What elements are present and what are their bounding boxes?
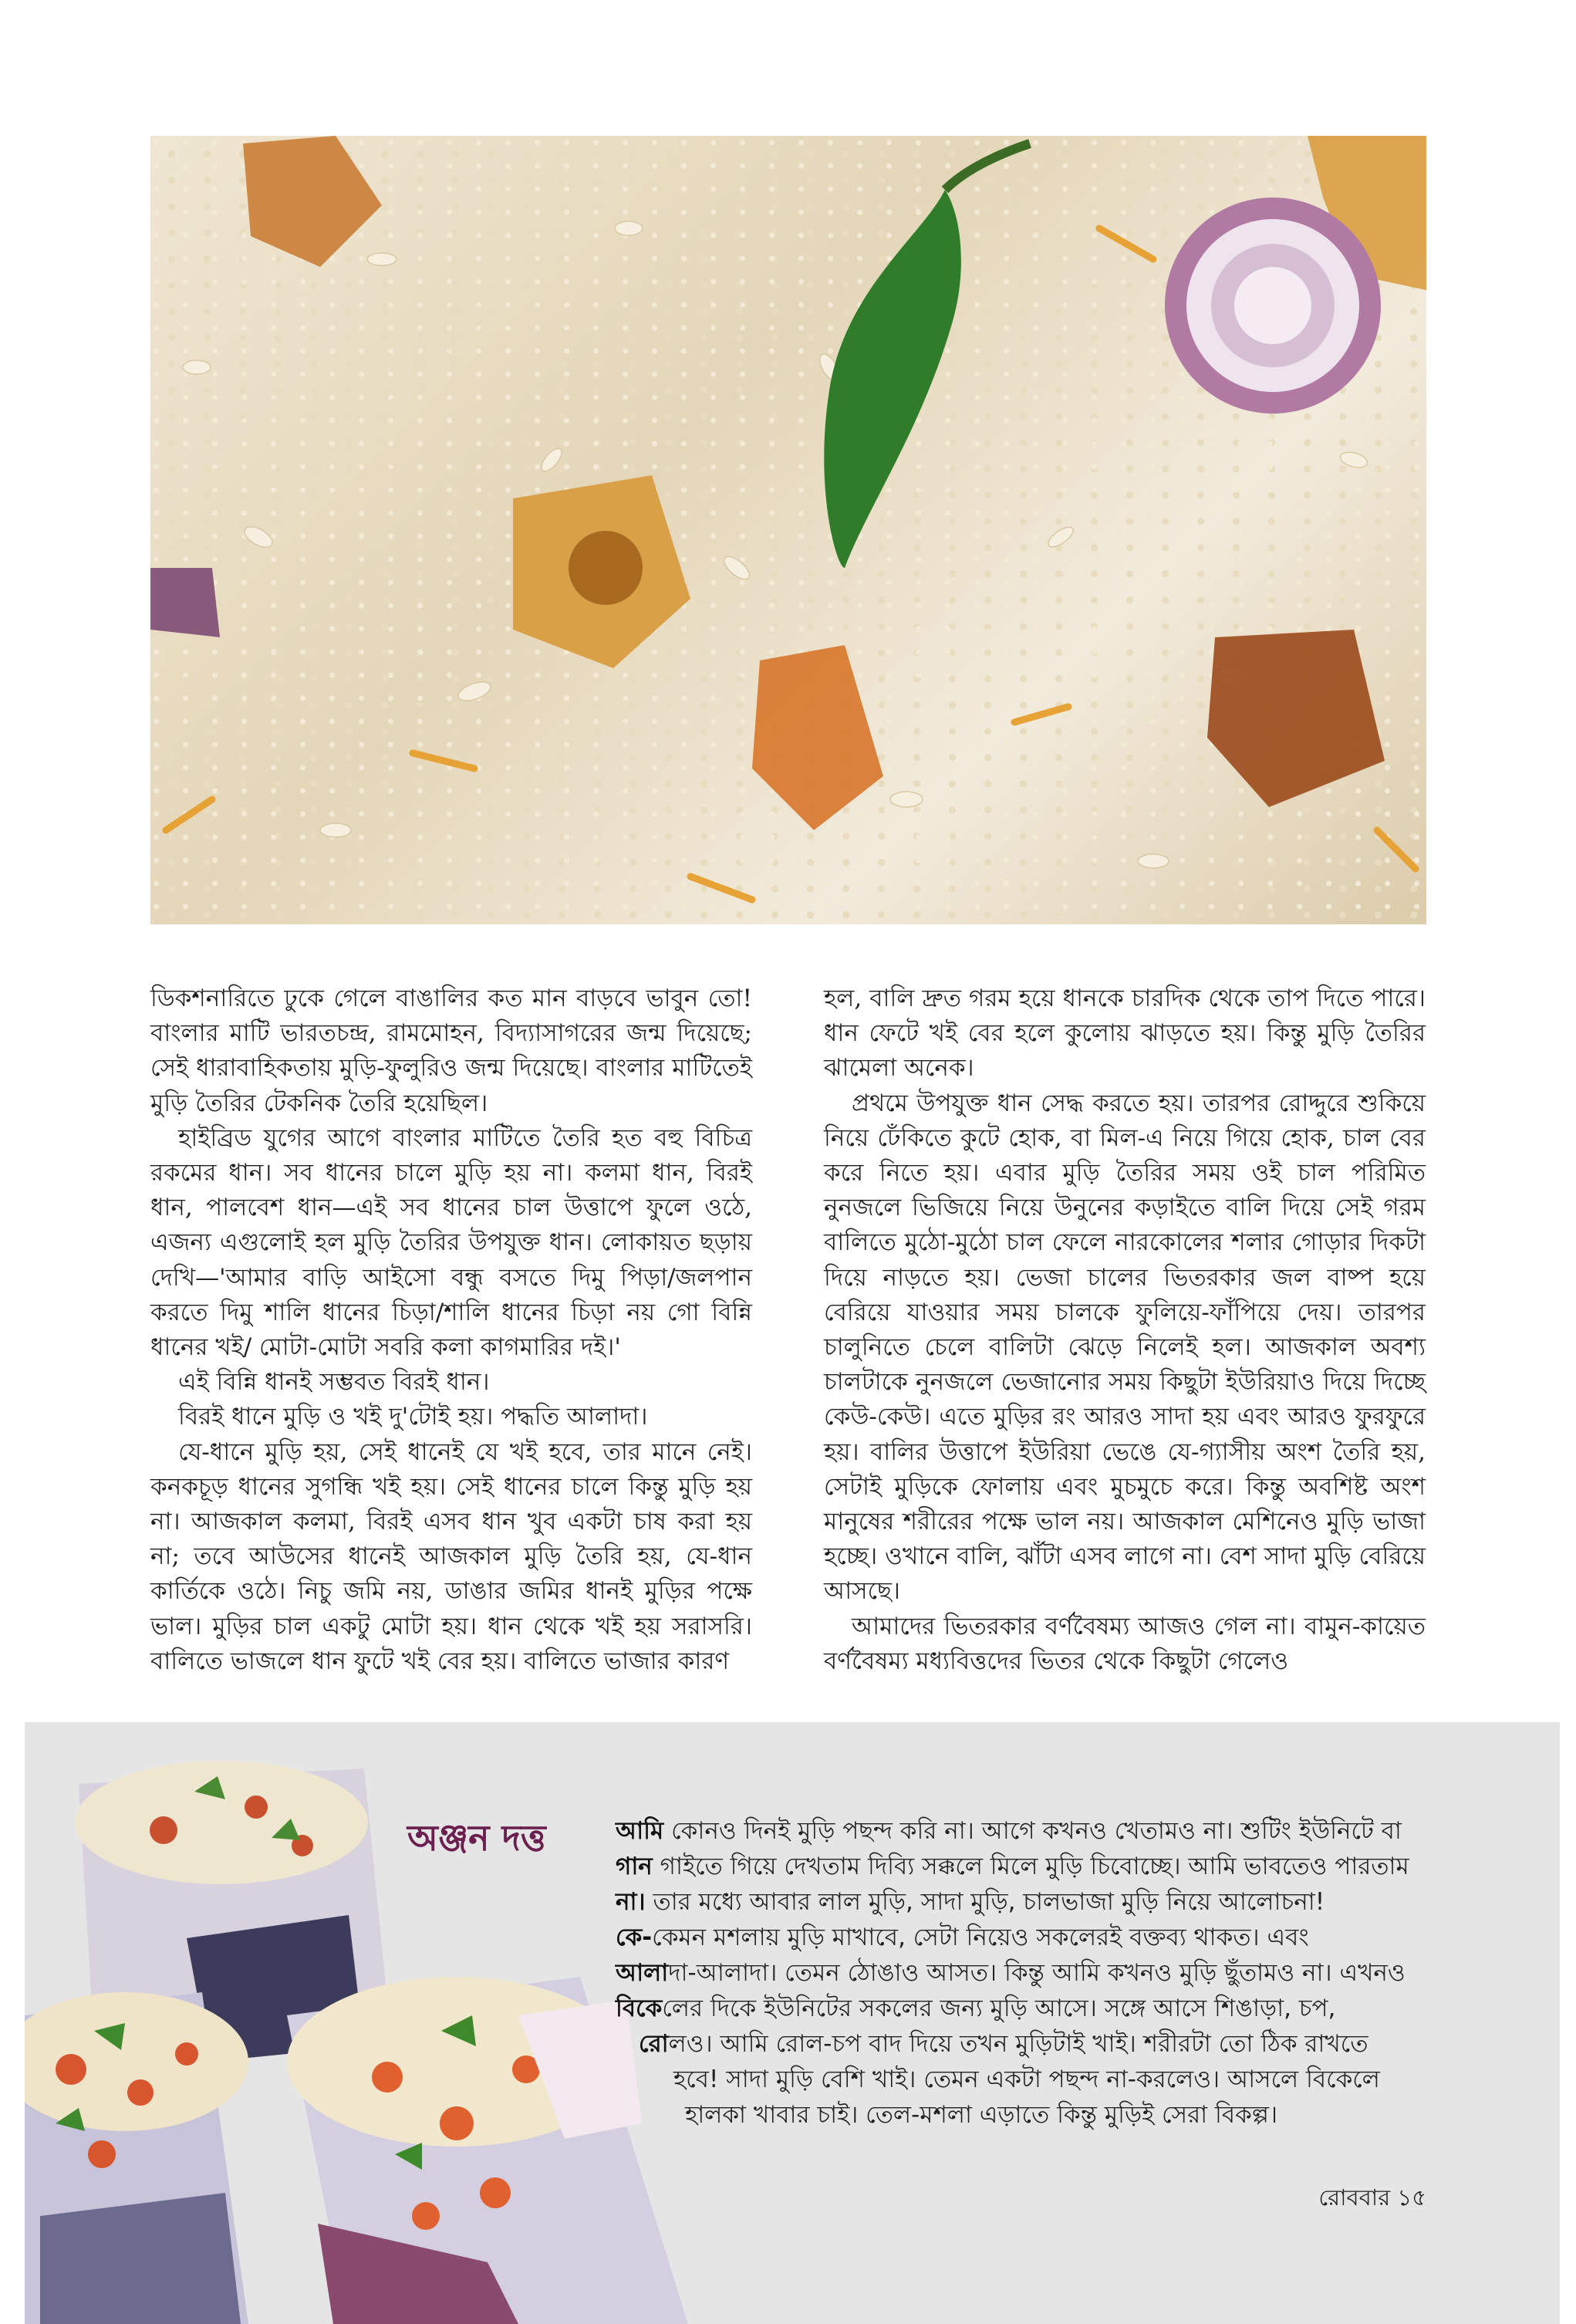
quote-line: গান গাইতে গিয়ে দেখতাম দিব্যি সক্কলে মিলে মুড়ি চিবোচ্ছে। আমি ভাবতেও পারতাম — [616, 1853, 1409, 1880]
article-paragraph: ডিকশনারিতে ঢুকে গেলে বাঙালির কত মান বাড়বে ভাবুন তো! বাংলার মাটি ভারতচন্দ্র, রামমোহন, বিদ্যাসাগরের জন্ম দিয়েছে; সেই ধারাবাহিকতায় মুড়ি-ফুলুরিও জন্ম দিয়েছে। বাংলার মাটিতেই মুড়ি তৈরির টেকনিক তৈরি হয়েছিল। — [150, 985, 752, 1117]
article-paragraph: এই বিন্নি ধানই সম্ভবত বিরই ধান। — [178, 1368, 490, 1397]
article-paragraph: প্রথমে উপযুক্ত ধান সেদ্ধ করতে হয়। তারপর রোদ্দুরে শুকিয়ে নিয়ে ঢেঁকিতে কুটে হোক, বা মিল-এ নিয়ে গিয়ে হোক, চাল বের করে নিতে হয়। এবার মুড়ি তৈরির সময় ওই চাল পরিমিত নুনজলে ভিজিয়ে নিয়ে উনুনের কড়াইতে বালি দিয়ে সেই গরম বালিতে মুঠো-মুঠো চাল ফেলে নারকোলের শলার গোড়ার দিকটা দিয়ে নাড়তে হয়। ভেজা চালের ভিতরকার জল বাষ্প হয়ে বেরিয়ে যাওয়ার সময় চালকে ফুলিয়ে-ফাঁপিয়ে দেয়। তারপর চালুনিতে চেলে বালিটা ঝেড়ে নিলেই হল। আজকাল অবশ্য চালটাকে নুনজলে ভেজানোর সময় কিছুটা ইউরিয়াও দিয়ে দিচ্ছে কেউ-কেউ। এতে মুড়ির রং আরও সাদা হয় এবং আরও ফুরফুরে হয়। বালির উত্তাপে ইউরিয়া ভেঙে যে-গ্যাসীয় অংশ তৈরি হয়, সেটাই মুড়িকে ফোলায় এবং মুচমুচে করে। কিন্তু অবশিষ্ট অংশ মানুষের শরীরের পক্ষে ভাল নয়। আজকাল মেশিনেও মুড়ি ভাজা হচ্ছে। ওখানে বালি, ঝাঁটা এসব লাগে না। বেশ সাদা মুড়ি বেরিয়ে আসছে। — [824, 1089, 1426, 1606]
quote-line: আমি কোনও দিনই মুড়ি পছন্দ করি না। আগে কখনও খেতামও না। শুটিং ইউনিটে বা — [616, 1817, 1402, 1845]
hero-photo — [150, 136, 1426, 924]
author-quote — [616, 1813, 1426, 2133]
quote-line: হবে! সাদা মুড়ি বেশি খাই। তেমন একটা পছন্দ না-করলেও। আসলে বিকেলে — [673, 2066, 1380, 2093]
article-paragraph: আমাদের ভিতরকার বর্ণবৈষম্য আজও গেল না। বামুন-কায়েত বর্ণবৈষম্য মধ্যবিত্তদের ভিতর থেকে কিছুটা গেলেও — [824, 1612, 1426, 1675]
muri-cones-photo — [25, 1722, 704, 2324]
article-paragraph: হাইব্রিড যুগের আগে বাংলার মাটিতে তৈরি হত বহু বিচিত্র রকমের ধান। সব ধানের চালে মুড়ি হয় না। কলমা ধান, বিরই ধান, পালবেশ ধান—এই সব ধানের চাল উত্তাপে ফুলে ওঠে, এজন্য এগুলোই হল মুড়ি তৈরির উপযুক্ত ধান। লোকায়ত ছড়ায় দেখি—'আমার বাড়ি আইসো বন্ধু বসতে দিমু পিড়া/জলপান করতে দিমু শালি ধানের চিড়া/শালি ধানের চিড়া নয় গো বিন্নি ধানের খই/ মোটা-মোটা সবরি কলা কাগমারির দই।' — [150, 1123, 752, 1362]
quote-line: রোলও। আমি রোল-চপ বাদ দিয়ে তখন মুড়িটাই খাই। শরীরটা তো ঠিক রাখতে — [639, 2030, 1368, 2058]
quote-line: কে-কেমন মশলায় মুড়ি মাখাবে, সেটা নিয়েও সকলেরই বক্তব্য থাকত। এবং — [616, 1924, 1309, 1951]
page-folio: রোববার ১৫ — [1318, 2184, 1426, 2211]
article-paragraph: বিরই ধানে মুড়ি ও খই দু'টোই হয়। পদ্ধতি আলাদা। — [178, 1403, 648, 1431]
article-left-column — [150, 981, 752, 1679]
article-right-column — [824, 981, 1426, 1679]
author-name: অঞ্জন দত্ত — [407, 1817, 546, 1859]
article-paragraph: হল, বালি দ্রুত গরম হয়ে ধানকে চারদিক থেকে তাপ দিতে পারে। ধান ফেটে খই বের হলে কুলোয় ঝাড়তে হয়। কিন্তু মুড়ি তৈরির ঝামেলা অনেক। — [824, 985, 1426, 1083]
article-paragraph: যে-ধানে মুড়ি হয়, সেই ধানেই যে খই হবে, তার মানে নেই। কনকচূড় ধানের সুগন্ধি খই হয়। সেই ধানের চালে কিন্তু মুড়ি হয় না। আজকাল কলমা, বিরই এসব ধান খুব একটা চাষ করা হয় না; তবে আউসের ধানেই আজকাল মুড়ি তৈরি হয়, যে-ধান কার্তিকে ওঠে। নিচু জমি নয়, ডাঙার জমির ধানই মুড়ির পক্ষে ভাল। মুড়ির চাল একটু মোটা হয়। ধান থেকে খই হয় সরাসরি। বালিতে ভাজলে ধান ফুটে খই বের হয়। বালিতে ভাজার কারণ — [150, 1437, 752, 1675]
quote-line: বিকেলের দিকে ইউনিটের সকলের জন্য মুড়ি আসে। সঙ্গে আসে শিঙাড়া, চপ, — [616, 1995, 1336, 2022]
muri-illustration — [150, 136, 1426, 924]
quote-line: না। তার মধ্যে আবার লাল মুড়ি, সাদা মুড়ি, চালভাজা মুড়ি নিয়ে আলোচনা! — [616, 1888, 1325, 1916]
quote-line: আলাদা-আলাদা। তেমন ঠোঙাও আসত। কিন্তু আমি কখনও মুড়ি ছুঁতামও না। এখনও — [616, 1959, 1406, 1987]
quote-line: হালকা খাবার চাই। তেল-মশলা এড়াতে কিন্তু মুড়িই সেরা বিকল্প। — [685, 2101, 1278, 2129]
